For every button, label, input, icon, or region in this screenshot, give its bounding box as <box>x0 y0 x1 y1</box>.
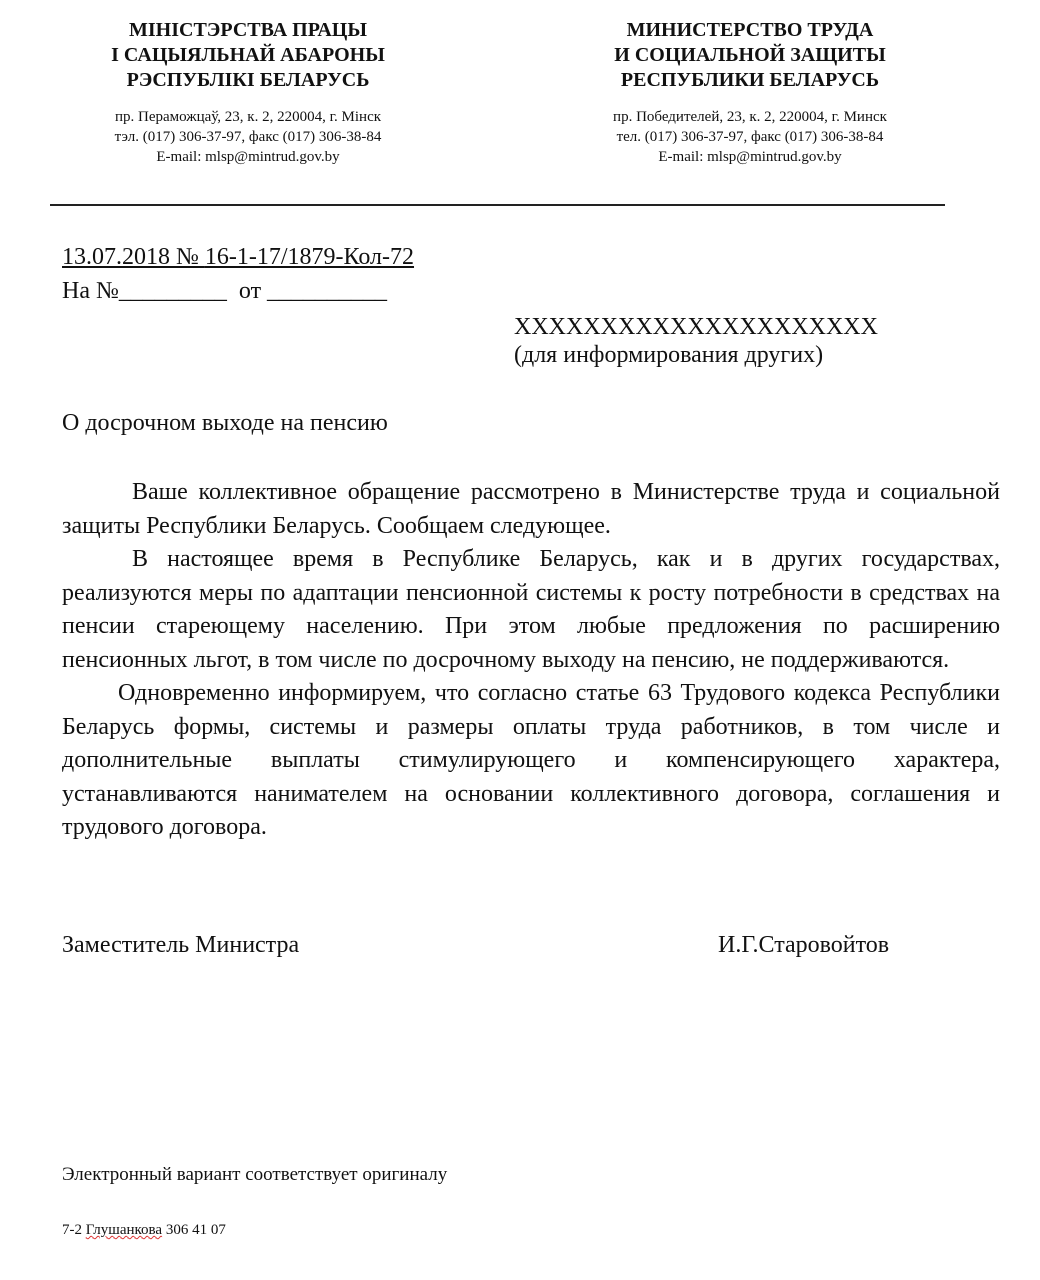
address-line: пр. Пераможцаў, 23, к. 2, 220004, г. Мінск <box>114 109 382 125</box>
header-divider <box>50 204 945 206</box>
title-line: РЭСПУБЛІКІ БЕЛАРУСЬ <box>126 69 370 91</box>
email-line: E-mail: mlsp@mintrud.gov.by <box>156 149 340 165</box>
number-label: № <box>170 244 205 270</box>
address-by <box>28 107 468 167</box>
executor-code: 7-2 <box>62 1222 86 1238</box>
ministry-name-by <box>28 18 468 93</box>
recipient-note: (для информирования других) <box>514 342 824 368</box>
title-line: І САЦЫЯЛЬНАЙ АБАРОНЫ <box>111 44 385 66</box>
paragraph: Одновременно информируем, что согласно статье 63 Трудового кодекса Республики Беларусь формы, системы и размеры оплаты труда работников, в том числе и дополнительные выплаты стимулирующего и компенсирующего характера, устанавливаются нанимателем на основании коллективного договора, соглашения и трудового договора. <box>62 680 1000 840</box>
header-russian <box>530 18 970 167</box>
email-line: E-mail: mlsp@mintrud.gov.by <box>658 149 842 165</box>
title-line: МІНІСТЭРСТВА ПРАЦЫ <box>129 19 367 41</box>
paragraph: В настоящее время в Республике Беларусь, как и в других государствах, реализуются меры по адаптации пенсионной системы к росту потребности в средствах на пенсии стареющему населению. При этом любые предложения по расширению пенсионных льгот, в том числе по досрочному выходу на пенсию, не поддерживаются. <box>62 546 1000 673</box>
title-line: РЕСПУБЛИКИ БЕЛАРУСЬ <box>620 69 880 91</box>
reference-line <box>62 242 414 272</box>
phone-line: тел. (017) 306-37-97, факс (017) 306-38-84 <box>616 129 884 145</box>
executor-phone: 306 41 07 <box>162 1222 226 1238</box>
signatory-name: И.Г.Старовойтов <box>718 932 890 958</box>
title-line: МИНИСТЕРСТВО ТРУДА <box>626 19 874 41</box>
reply-reference: На №_________ от __________ <box>62 278 388 304</box>
header-belarusian <box>28 18 468 167</box>
phone-line: тэл. (017) 306-37-97, факс (017) 306-38-84 <box>114 129 382 145</box>
executor-info <box>62 1222 226 1239</box>
letter-body <box>62 476 1000 845</box>
title-line: И СОЦИАЛЬНОЙ ЗАЩИТЫ <box>614 44 886 66</box>
letter-number: 16-1-17/1879-Кол-72 <box>204 244 415 270</box>
ministry-name-ru <box>530 18 970 93</box>
signatory-position: Заместитель Министра <box>62 932 300 958</box>
paragraph: Ваше коллективное обращение рассмотрено в Министерстве труда и социальной защиты Республики Беларусь. Сообщаем следующее. <box>62 479 1000 539</box>
recipient-name: ХХХХХХХХХХХХХХХХХХХХХ <box>514 314 878 340</box>
letter-subject: О досрочном выходе на пенсию <box>62 410 388 436</box>
address-line: пр. Победителей, 23, к. 2, 220004, г. Минск <box>613 109 887 125</box>
address-ru <box>530 107 970 167</box>
letter-date: 13.07.2018 <box>62 244 170 270</box>
executor-name: Глушанкова <box>85 1222 163 1238</box>
electronic-copy-note: Электронный вариант соответствует оригиналу <box>62 1164 448 1185</box>
